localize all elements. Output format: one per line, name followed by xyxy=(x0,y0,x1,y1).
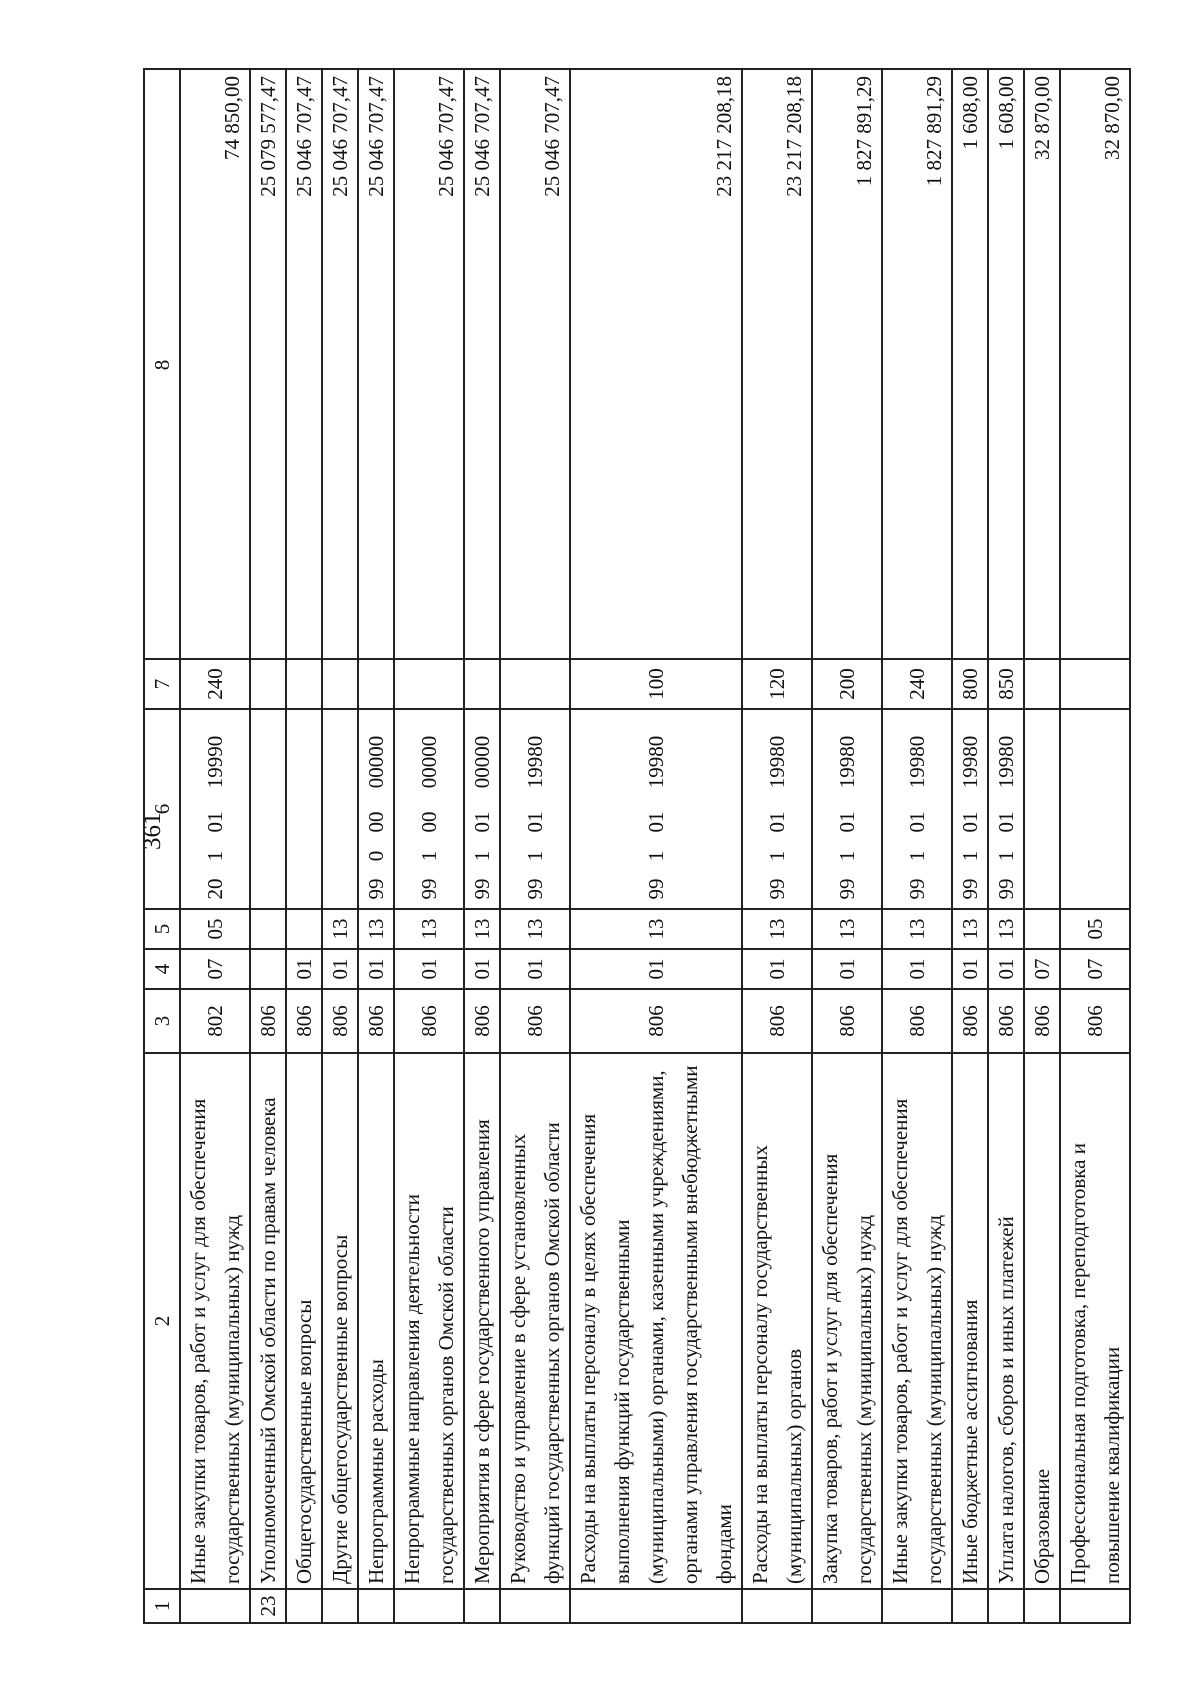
header-cell: 3 xyxy=(144,989,180,1053)
subsection-code-cell: 13 xyxy=(988,909,1024,949)
target-article-part: 01 xyxy=(835,811,859,833)
amount-cell: 23 217 208,18 xyxy=(742,69,812,659)
grbs-code-cell: 802 xyxy=(180,989,250,1053)
target-article-cell xyxy=(742,709,812,909)
target-article-part: 1 xyxy=(765,850,789,862)
section-code-cell: 01 xyxy=(322,949,358,989)
subsection-code-cell: 13 xyxy=(952,909,988,949)
section-code-cell: 07 xyxy=(180,949,250,989)
table-row xyxy=(742,69,812,1623)
target-article-code xyxy=(830,710,864,908)
grbs-code-cell: 806 xyxy=(358,989,394,1053)
header-cell: 6 xyxy=(144,709,180,909)
target-article-part: 1 xyxy=(958,850,982,862)
grbs-code-cell: 806 xyxy=(812,989,882,1053)
target-article-part: 19980 xyxy=(905,735,929,789)
target-article-part: 1 xyxy=(644,850,668,862)
row-number-cell xyxy=(358,1589,394,1623)
expense-type-cell xyxy=(394,659,464,709)
row-number-cell xyxy=(286,1589,322,1623)
target-article-cell xyxy=(1024,709,1060,909)
subsection-code-cell: 13 xyxy=(464,909,500,949)
row-number-cell xyxy=(812,1589,882,1623)
budget-table-container xyxy=(143,70,1124,1624)
section-code-cell: 07 xyxy=(1060,949,1130,989)
target-article-part: 99 xyxy=(958,878,982,900)
target-article-part: 1 xyxy=(470,850,494,862)
target-article-part: 99 xyxy=(644,878,668,900)
header-cell: 7 xyxy=(144,659,180,709)
grbs-code-cell: 806 xyxy=(1024,989,1060,1053)
target-article-cell xyxy=(988,709,1024,909)
row-number-cell xyxy=(988,1589,1024,1623)
target-article-part: 19980 xyxy=(644,735,668,789)
target-article-part: 01 xyxy=(958,811,982,833)
table-row xyxy=(464,69,500,1623)
grbs-code-cell: 806 xyxy=(1060,989,1130,1053)
target-article-part: 00000 xyxy=(364,735,388,789)
target-article-part: 01 xyxy=(470,811,494,833)
target-article-part: 99 xyxy=(905,878,929,900)
table-row xyxy=(1060,69,1130,1623)
header-cell: 1 xyxy=(144,1589,180,1623)
table-row xyxy=(988,69,1024,1623)
target-article-part: 01 xyxy=(765,811,789,833)
section-code-cell: 07 xyxy=(1024,949,1060,989)
target-article-part: 1 xyxy=(835,850,859,862)
row-number-cell xyxy=(882,1589,952,1623)
target-article-cell xyxy=(1060,709,1130,909)
expense-type-cell: 800 xyxy=(952,659,988,709)
row-number-cell xyxy=(180,1589,250,1623)
amount-cell: 25 046 707,47 xyxy=(500,69,570,659)
grbs-code-cell: 806 xyxy=(394,989,464,1053)
table-row xyxy=(180,69,250,1623)
target-article-cell xyxy=(570,709,742,909)
amount-cell: 1 608,00 xyxy=(988,69,1024,659)
section-code-cell: 01 xyxy=(500,949,570,989)
section-code-cell: 01 xyxy=(988,949,1024,989)
grbs-code-cell: 806 xyxy=(286,989,322,1053)
target-article-part: 19980 xyxy=(958,735,982,789)
expense-type-cell xyxy=(464,659,500,709)
target-article-part: 99 xyxy=(523,878,547,900)
table-row xyxy=(570,69,742,1623)
expense-type-cell xyxy=(500,659,570,709)
target-article-part: 19980 xyxy=(835,735,859,789)
subsection-code-cell: 13 xyxy=(394,909,464,949)
row-number-cell: 23 xyxy=(250,1589,286,1623)
grbs-code-cell: 806 xyxy=(250,989,286,1053)
table-row xyxy=(358,69,394,1623)
target-article-cell xyxy=(250,709,286,909)
header-cell: 2 xyxy=(144,1053,180,1589)
target-article-code xyxy=(359,710,393,908)
target-article-part: 99 xyxy=(835,878,859,900)
section-code-cell xyxy=(250,949,286,989)
amount-cell: 25 046 707,47 xyxy=(358,69,394,659)
table-row xyxy=(812,69,882,1623)
expense-type-cell: 100 xyxy=(570,659,742,709)
row-name-cell: Образование xyxy=(1024,1053,1060,1589)
subsection-code-cell xyxy=(286,909,322,949)
target-article-code xyxy=(465,710,499,908)
expense-type-cell xyxy=(1024,659,1060,709)
section-code-cell: 01 xyxy=(464,949,500,989)
section-code-cell: 01 xyxy=(952,949,988,989)
row-name-cell: Закупка товаров, работ и услуг для обеспечения государственных (муниципальных) нужд xyxy=(812,1053,882,1589)
expense-type-cell: 240 xyxy=(180,659,250,709)
target-article-part: 19980 xyxy=(523,735,547,789)
grbs-code-cell: 806 xyxy=(988,989,1024,1053)
amount-cell: 25 079 577,47 xyxy=(250,69,286,659)
target-article-cell xyxy=(812,709,882,909)
grbs-code-cell: 806 xyxy=(882,989,952,1053)
target-article-part: 99 xyxy=(765,878,789,900)
expense-type-cell: 120 xyxy=(742,659,812,709)
table-row xyxy=(1024,69,1060,1623)
budget-table xyxy=(143,68,1131,1624)
target-article-cell xyxy=(286,709,322,909)
row-number-cell xyxy=(500,1589,570,1623)
subsection-code-cell: 05 xyxy=(180,909,250,949)
subsection-code-cell xyxy=(250,909,286,949)
section-code-cell: 01 xyxy=(286,949,322,989)
row-number-cell xyxy=(394,1589,464,1623)
row-name-cell: Мероприятия в сфере государственного управления xyxy=(464,1053,500,1589)
header-cell: 4 xyxy=(144,949,180,989)
subsection-code-cell: 13 xyxy=(882,909,952,949)
section-code-cell: 01 xyxy=(812,949,882,989)
row-name-cell: Другие общегосударственные вопросы xyxy=(322,1053,358,1589)
expense-type-cell xyxy=(250,659,286,709)
subsection-code-cell: 13 xyxy=(358,909,394,949)
subsection-code-cell xyxy=(1024,909,1060,949)
page-number: 361 xyxy=(139,812,166,850)
grbs-code-cell: 806 xyxy=(742,989,812,1053)
row-number-cell xyxy=(1024,1589,1060,1623)
target-article-part: 99 xyxy=(364,878,388,900)
target-article-part: 01 xyxy=(203,811,227,833)
target-article-part: 00 xyxy=(417,811,441,833)
target-article-code xyxy=(989,710,1023,908)
grbs-code-cell: 806 xyxy=(570,989,742,1053)
table-row xyxy=(952,69,988,1623)
table-row xyxy=(286,69,322,1623)
expense-type-cell: 200 xyxy=(812,659,882,709)
target-article-part: 00000 xyxy=(470,735,494,789)
header-cell: 5 xyxy=(144,909,180,949)
row-number-cell xyxy=(570,1589,742,1623)
target-article-part: 1 xyxy=(905,850,929,862)
section-code-cell: 01 xyxy=(358,949,394,989)
table-row xyxy=(500,69,570,1623)
amount-cell: 32 870,00 xyxy=(1060,69,1130,659)
target-article-code xyxy=(900,710,934,908)
header-cell: 8 xyxy=(144,69,180,659)
expense-type-cell: 240 xyxy=(882,659,952,709)
target-article-part: 19980 xyxy=(765,735,789,789)
section-code-cell: 01 xyxy=(570,949,742,989)
row-number-cell xyxy=(1060,1589,1130,1623)
amount-cell: 25 046 707,47 xyxy=(322,69,358,659)
amount-cell: 25 046 707,47 xyxy=(464,69,500,659)
row-name-cell: Уплата налогов, сборов и иных платежей xyxy=(988,1053,1024,1589)
target-article-code xyxy=(412,710,446,908)
section-code-cell: 01 xyxy=(742,949,812,989)
grbs-code-cell: 806 xyxy=(464,989,500,1053)
table-row xyxy=(394,69,464,1623)
subsection-code-cell: 13 xyxy=(322,909,358,949)
target-article-part: 00 xyxy=(364,811,388,833)
target-article-cell xyxy=(322,709,358,909)
target-article-part: 01 xyxy=(994,811,1018,833)
row-number-cell xyxy=(742,1589,812,1623)
row-name-cell: Иные закупки товаров, работ и услуг для обеспечения государственных (муниципальных) нужд xyxy=(882,1053,952,1589)
row-name-cell: Непрограммные расходы xyxy=(358,1053,394,1589)
target-article-part: 99 xyxy=(994,878,1018,900)
target-article-cell xyxy=(394,709,464,909)
target-article-cell xyxy=(180,709,250,909)
expense-type-cell xyxy=(1060,659,1130,709)
target-article-part: 01 xyxy=(905,811,929,833)
row-number-cell xyxy=(322,1589,358,1623)
expense-type-cell xyxy=(286,659,322,709)
row-name-cell: Расходы на выплаты персоналу государственных (муниципальных) органов xyxy=(742,1053,812,1589)
target-article-cell xyxy=(358,709,394,909)
section-code-cell: 01 xyxy=(394,949,464,989)
target-article-cell xyxy=(464,709,500,909)
target-article-code xyxy=(518,710,552,908)
amount-cell: 25 046 707,47 xyxy=(286,69,322,659)
section-code-cell: 01 xyxy=(882,949,952,989)
row-name-cell: Руководство и управление в сфере установленных функций государственных органов Омской области xyxy=(500,1053,570,1589)
target-article-code xyxy=(198,710,232,908)
expense-type-cell: 850 xyxy=(988,659,1024,709)
amount-cell: 74 850,00 xyxy=(180,69,250,659)
amount-cell: 25 046 707,47 xyxy=(394,69,464,659)
target-article-code xyxy=(639,710,673,908)
target-article-part: 01 xyxy=(523,811,547,833)
row-name-cell: Непрограммные направления деятельности государственных органов Омской области xyxy=(394,1053,464,1589)
grbs-code-cell: 806 xyxy=(500,989,570,1053)
target-article-cell xyxy=(882,709,952,909)
amount-cell: 23 217 208,18 xyxy=(570,69,742,659)
row-name-cell: Общегосударственные вопросы xyxy=(286,1053,322,1589)
amount-cell: 1 827 891,29 xyxy=(882,69,952,659)
subsection-code-cell: 13 xyxy=(742,909,812,949)
table-row xyxy=(882,69,952,1623)
target-article-cell xyxy=(952,709,988,909)
target-article-part: 00000 xyxy=(417,735,441,789)
amount-cell: 1 827 891,29 xyxy=(812,69,882,659)
target-article-part: 19990 xyxy=(203,735,227,789)
row-name-cell: Профессиональная подготовка, переподготовка и повышение квалификации xyxy=(1060,1053,1130,1589)
subsection-code-cell: 13 xyxy=(500,909,570,949)
grbs-code-cell: 806 xyxy=(952,989,988,1053)
amount-cell: 1 608,00 xyxy=(952,69,988,659)
target-article-part: 99 xyxy=(470,878,494,900)
target-article-part: 20 xyxy=(203,878,227,900)
table-row xyxy=(322,69,358,1623)
row-name-cell: Иные закупки товаров, работ и услуг для обеспечения государственных (муниципальных) нужд xyxy=(180,1053,250,1589)
row-number-cell xyxy=(952,1589,988,1623)
subsection-code-cell: 13 xyxy=(812,909,882,949)
subsection-code-cell: 05 xyxy=(1060,909,1130,949)
subsection-code-cell: 13 xyxy=(570,909,742,949)
expense-type-cell xyxy=(358,659,394,709)
row-number-cell xyxy=(464,1589,500,1623)
target-article-part: 19980 xyxy=(994,735,1018,789)
target-article-part: 1 xyxy=(417,850,441,862)
target-article-code xyxy=(953,710,987,908)
row-name-cell: Иные бюджетные ассигнования xyxy=(952,1053,988,1589)
row-name-cell: Уполномоченный Омской области по правам человека xyxy=(250,1053,286,1589)
target-article-part: 01 xyxy=(644,811,668,833)
target-article-part: 1 xyxy=(203,850,227,862)
header-row xyxy=(144,69,180,1623)
amount-cell: 32 870,00 xyxy=(1024,69,1060,659)
expense-type-cell xyxy=(322,659,358,709)
target-article-code xyxy=(760,710,794,908)
row-name-cell: Расходы на выплаты персоналу в целях обеспечения выполнения функций государственными (муниципальными) органами, казенными учреждениями, органами управления государственными внебюджетными фондами xyxy=(570,1053,742,1589)
target-article-part: 1 xyxy=(994,850,1018,862)
table-row xyxy=(250,69,286,1623)
grbs-code-cell: 806 xyxy=(322,989,358,1053)
target-article-part: 1 xyxy=(523,850,547,862)
target-article-cell xyxy=(500,709,570,909)
target-article-part: 99 xyxy=(417,878,441,900)
target-article-part: 0 xyxy=(364,850,388,862)
